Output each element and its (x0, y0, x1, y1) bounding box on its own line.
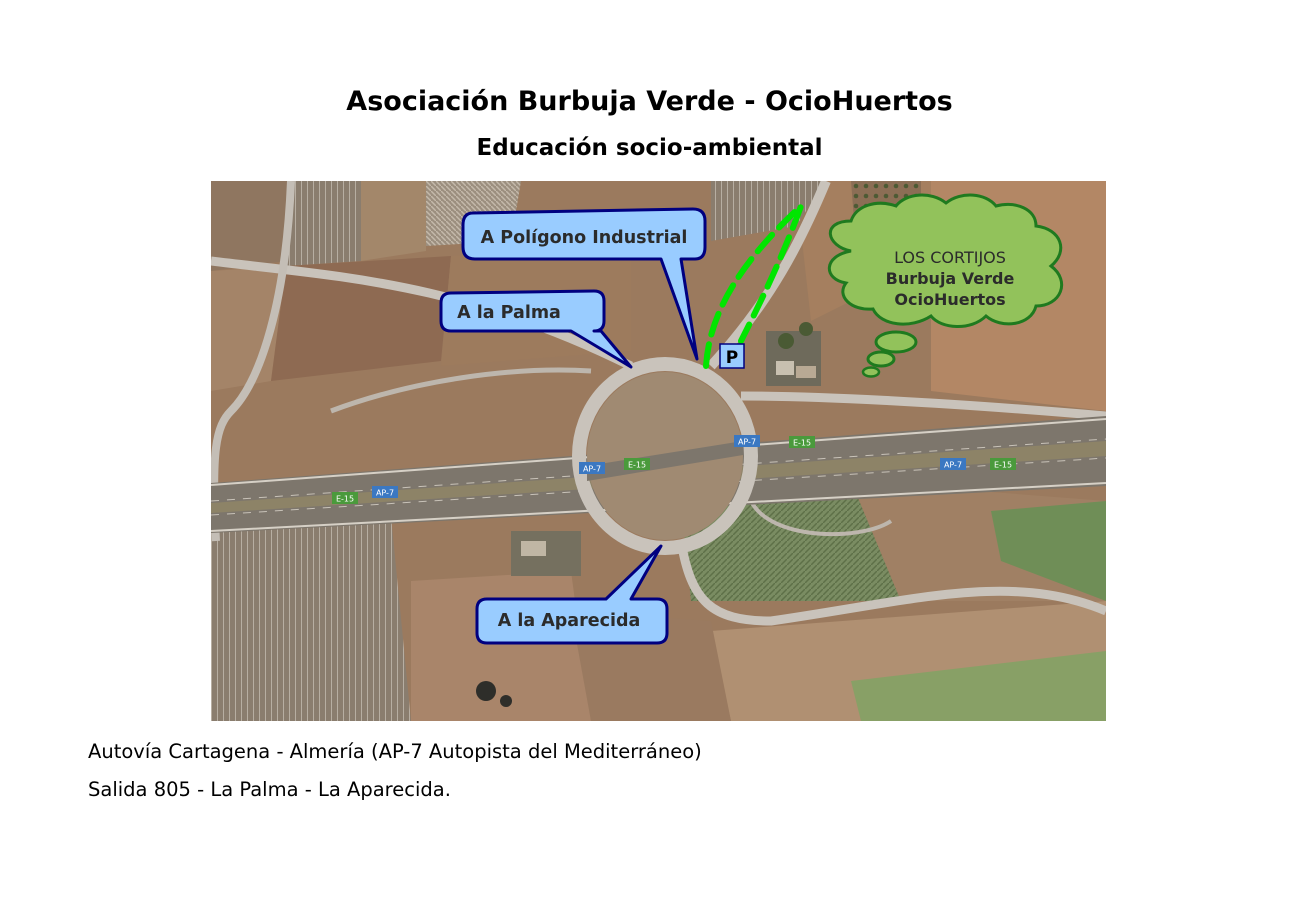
svg-text:AP-7: AP-7 (375, 488, 395, 498)
field (211, 181, 291, 271)
page-title: Asociación Burbuja Verde - OcioHuertos (346, 86, 953, 117)
svg-text:AP-7: AP-7 (943, 460, 963, 470)
svg-text:E-15: E-15 (627, 460, 647, 470)
svg-text:P: P (725, 348, 739, 368)
field (286, 181, 361, 266)
field (211, 516, 411, 721)
svg-text:LOS CORTIJOS: LOS CORTIJOS (894, 248, 1006, 267)
svg-text:Burbuja Verde: Burbuja Verde (885, 269, 1015, 288)
svg-text:AP-7: AP-7 (582, 464, 602, 474)
ap7-sign (372, 486, 398, 498)
svg-text:E-15: E-15 (792, 438, 812, 448)
e15-sign (990, 458, 1016, 470)
caption-exit: Salida 805 - La Palma - La Aparecida. (88, 778, 451, 801)
ap7-sign (734, 435, 760, 447)
svg-text:E-15: E-15 (335, 494, 355, 504)
svg-text:A la Aparecida: A la Aparecida (497, 611, 641, 631)
parking-marker (720, 344, 744, 368)
ap7-sign (579, 462, 605, 474)
svg-text:A la Palma: A la Palma (457, 303, 561, 323)
svg-text:AP-7: AP-7 (737, 437, 757, 447)
page-subtitle: Educación socio-ambiental (476, 135, 823, 161)
aerial-map (211, 181, 1106, 721)
caption-highway: Autovía Cartagena - Almería (AP-7 Autopista del Mediterráneo) (88, 740, 702, 763)
ap7-sign (940, 458, 966, 470)
svg-text:E-15: E-15 (993, 460, 1013, 470)
field (361, 181, 426, 261)
e15-sign (789, 436, 815, 448)
svg-text:OcioHuertos: OcioHuertos (894, 290, 1006, 309)
e15-sign (332, 492, 358, 504)
e15-sign (624, 458, 650, 470)
svg-text:A Polígono Industrial: A Polígono Industrial (480, 228, 688, 248)
